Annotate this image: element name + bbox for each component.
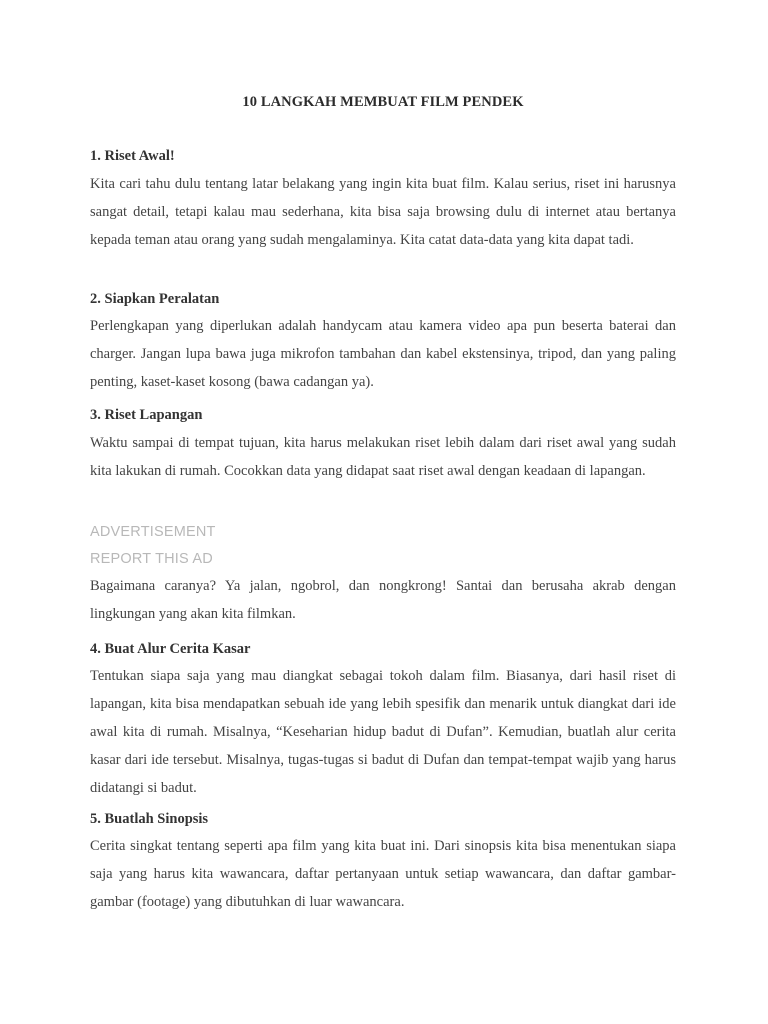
section-body-4: Tentukan siapa saja yang mau diangkat sebagai tokoh dalam film. Biasanya, dari hasil riset di lapangan, kita bisa mendapatkan sebuah ide yang lebih spesifik dan menarik untuk diangkat dari ide awal kita di rumah. Misalnya, “Keseharian hidup badut di Dufan”. Kemudian, buatlah alur cerita kasar dari ide tersebut. Misalnya, tugas-tugas si badut di Dufan dan tempat-tempat wajib yang harus didatangi si badut. [90, 668, 676, 796]
section-body-2: Perlengkapan yang diperlukan adalah handycam atau kamera video apa pun beserta baterai dan charger. Jangan lupa bawa juga mikrofon tambahan dan kabel ekstensinya, tripod, dan yang paling penting, kaset-kaset kosong (bawa cadangan ya). [90, 318, 676, 390]
document-title: 10 LANGKAH MEMBUAT FILM PENDEK [242, 94, 524, 110]
section-body-1: Kita cari tahu dulu tentang latar belakang yang ingin kita buat film. Kalau serius, riset ini harusnya sangat detail, tetapi kalau mau sederhana, kita bisa saja browsing dulu di internet atau bertanya kepada teman atau orang yang sudah mengalaminya. Kita catat data-data yang kita dapat tadi. [90, 176, 676, 248]
report-ad-link[interactable]: REPORT THIS AD [90, 551, 213, 567]
section-heading-2: 2. Siapkan Peralatan [90, 291, 220, 307]
section-body-3: Waktu sampai di tempat tujuan, kita harus melakukan riset lebih dalam dari riset awal yang sudah kita lakukan di rumah. Cocokkan data yang didapat saat riset awal dengan keadaan di lapangan. [90, 435, 676, 479]
section-heading-3: 3. Riset Lapangan [90, 407, 203, 423]
section-heading-4: 4. Buat Alur Cerita Kasar [90, 641, 251, 657]
section-body-5: Cerita singkat tentang seperti apa film yang kita buat ini. Dari sinopsis kita bisa menentukan siapa saja yang harus kita wawancara, daftar pertanyaan untuk setiap wawancara, dan daftar gambar-gambar (footage) yang dibutuhkan di luar wawancara. [90, 838, 676, 910]
section-heading-1: 1. Riset Awal! [90, 148, 175, 164]
section-heading-5: 5. Buatlah Sinopsis [90, 811, 209, 827]
advertisement-label: ADVERTISEMENT [90, 524, 216, 540]
section-body-3-continued: Bagaimana caranya? Ya jalan, ngobrol, dan nongkrong! Santai dan berusaha akrab dengan lingkungan yang akan kita filmkan. [90, 578, 676, 622]
